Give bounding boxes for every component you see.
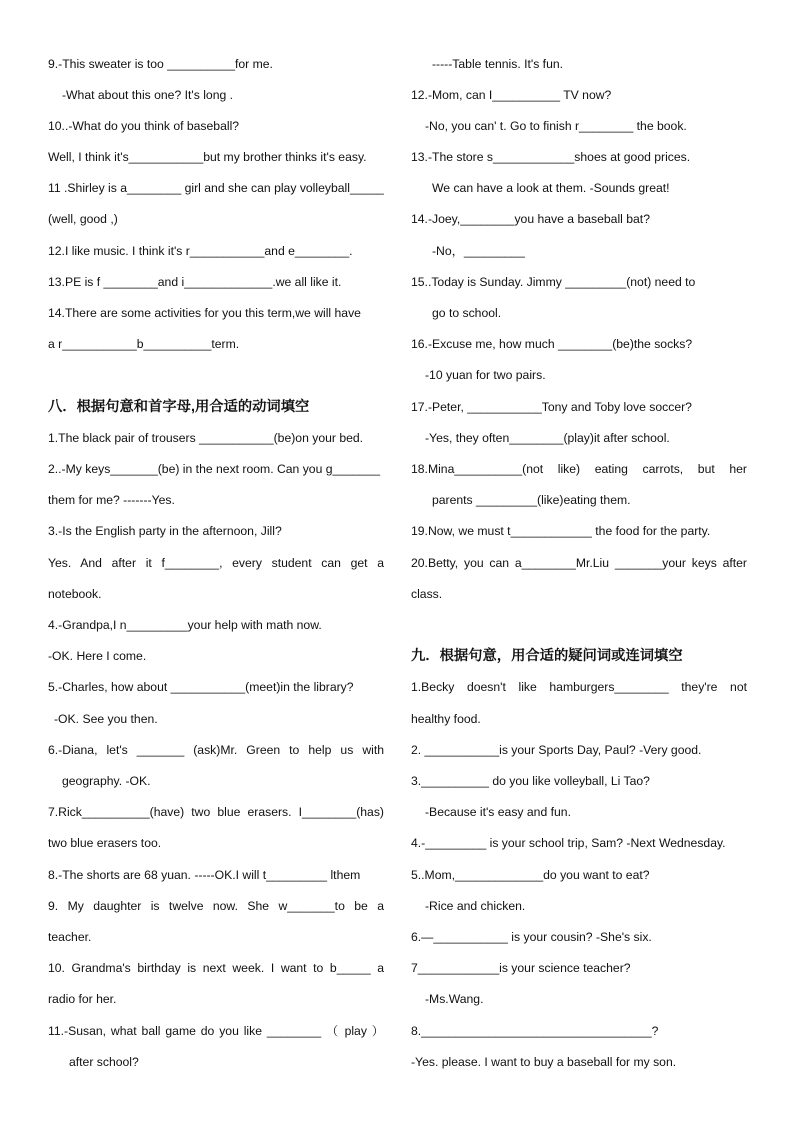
exercise-line: 12.I like music. I think it's r___________and e________. (48, 244, 353, 258)
exercise-line: 7____________is your science teacher? (411, 961, 631, 975)
exercise-line: healthy food. (411, 712, 481, 726)
exercise-line: them for me? -------Yes. (48, 493, 175, 507)
exercise-line: 19.Now, we must t____________ the food for the party. (411, 524, 711, 538)
exercise-line: -OK. Here I come. (48, 649, 147, 663)
section-heading: 八．根据句意和首字母,用合适的动词填空 (48, 399, 310, 415)
exercise-line: 16.-Excuse me, how much ________(be)the socks? (411, 337, 693, 351)
exercise-line: 11 .Shirley is a________ girl and she can play volleyball_____ (48, 181, 384, 195)
exercise-line: parents _________(like)eating them. (432, 493, 631, 507)
exercise-line: a r___________b__________term. (48, 337, 240, 351)
exercise-line: two blue erasers too. (48, 836, 162, 850)
exercise-line: 9. My daughter is twelve now. She w_______to be a (48, 899, 384, 913)
exercise-line: -Yes, they often________(play)it after school. (425, 431, 670, 445)
exercise-line: -----Table tennis. It's fun. (432, 57, 564, 71)
exercise-line: -What about this one? It's long . (62, 88, 234, 102)
exercise-line: (well, good ,) (48, 212, 118, 226)
exercise-line: 4.-_________ is your school trip, Sam? -Next Wednesday. (411, 836, 726, 850)
exercise-line: 6.—___________ is your cousin? -She's six. (411, 930, 652, 944)
exercise-line: -No, you can' t. Go to finish r________ the book. (425, 119, 687, 133)
exercise-line: We can have a look at them. -Sounds great! (432, 181, 670, 195)
exercise-line: 8.-The shorts are 68 yuan. -----OK.I will t_________ lthem (48, 868, 361, 882)
exercise-line: 15..Today is Sunday. Jimmy _________(not) need to (411, 275, 696, 289)
exercise-line: -OK. See you then. (54, 712, 158, 726)
exercise-line: radio for her. (48, 992, 117, 1006)
exercise-line: 3.-Is the English party in the afternoon, Jill? (48, 524, 282, 538)
exercise-line: after school? (69, 1055, 139, 1069)
exercise-line: Yes. And after it f________, every student can get a (48, 556, 384, 570)
exercise-line: -Ms.Wang. (425, 992, 484, 1006)
exercise-line: geography. -OK. (62, 774, 151, 788)
exercise-line: 2. ___________is your Sports Day, Paul? -Very good. (411, 743, 702, 757)
exercise-line: 9.-This sweater is too __________for me. (48, 57, 273, 71)
exercise-line: 5..Mom,_____________do you want to eat? (411, 868, 650, 882)
exercise-line: 11.-Susan, what ball game do you like ________ （ play ） (48, 1024, 384, 1038)
exercise-line: notebook. (48, 587, 102, 601)
exercise-line: 1.The black pair of trousers ___________(be)on your bed. (48, 431, 364, 445)
exercise-line: go to school. (432, 306, 502, 320)
exercise-line: 12.-Mom, can I__________ TV now? (411, 88, 612, 102)
exercise-line: 10. Grandma's birthday is next week. I want to b_____ a (48, 961, 384, 975)
exercise-line: 8.__________________________________? (411, 1024, 659, 1038)
exercise-line: 14.-Joey,________you have a baseball bat? (411, 212, 650, 226)
exercise-line: class. (411, 587, 443, 601)
exercise-line: -Because it's easy and fun. (425, 805, 571, 819)
exercise-line: 5.-Charles, how about ___________(meet)in the library? (48, 680, 354, 694)
exercise-line: 17.-Peter, ___________Tony and Toby love soccer? (411, 400, 692, 414)
exercise-line: 13.PE is f ________and i_____________.we all like it. (48, 275, 342, 289)
exercise-line: 2..-My keys_______(be) in the next room. Can you g_______ (48, 462, 380, 476)
exercise-line: 7.Rick__________(have) two blue erasers. I________(has) (48, 805, 384, 819)
exercise-line: Well, I think it's___________but my brother thinks it's easy. (48, 150, 367, 164)
exercise-line: 4.-Grandpa,I n_________your help with math now. (48, 618, 322, 632)
exercise-line: teacher. (48, 930, 92, 944)
exercise-line: -10 yuan for two pairs. (425, 368, 546, 382)
exercise-line: 13.-The store s____________shoes at good prices. (411, 150, 691, 164)
exercise-line: 10..-What do you think of baseball? (48, 119, 240, 133)
section-heading: 九．根据句意，用合适的疑问词或连词填空 (411, 648, 683, 664)
exercise-line: 6.-Diana, let's _______ (ask)Mr. Green to help us with (48, 743, 384, 757)
exercise-line: -Yes. please. I want to buy a baseball for my son. (411, 1055, 677, 1069)
exercise-line: 14.There are some activities for you this term,we will have (48, 306, 361, 320)
exercise-line: 18.Mina__________(not like) eating carrots, but her (411, 462, 747, 476)
exercise-line: 1.Becky doesn't like hamburgers________ they're not (411, 680, 747, 694)
exercise-line: -Rice and chicken. (425, 899, 526, 913)
exercise-line: 20.Betty, you can a________Mr.Liu _______your keys after (411, 556, 747, 570)
exercise-line: -No，_________ (432, 244, 525, 258)
exercise-line: 3.__________ do you like volleyball, Li Tao? (411, 774, 650, 788)
